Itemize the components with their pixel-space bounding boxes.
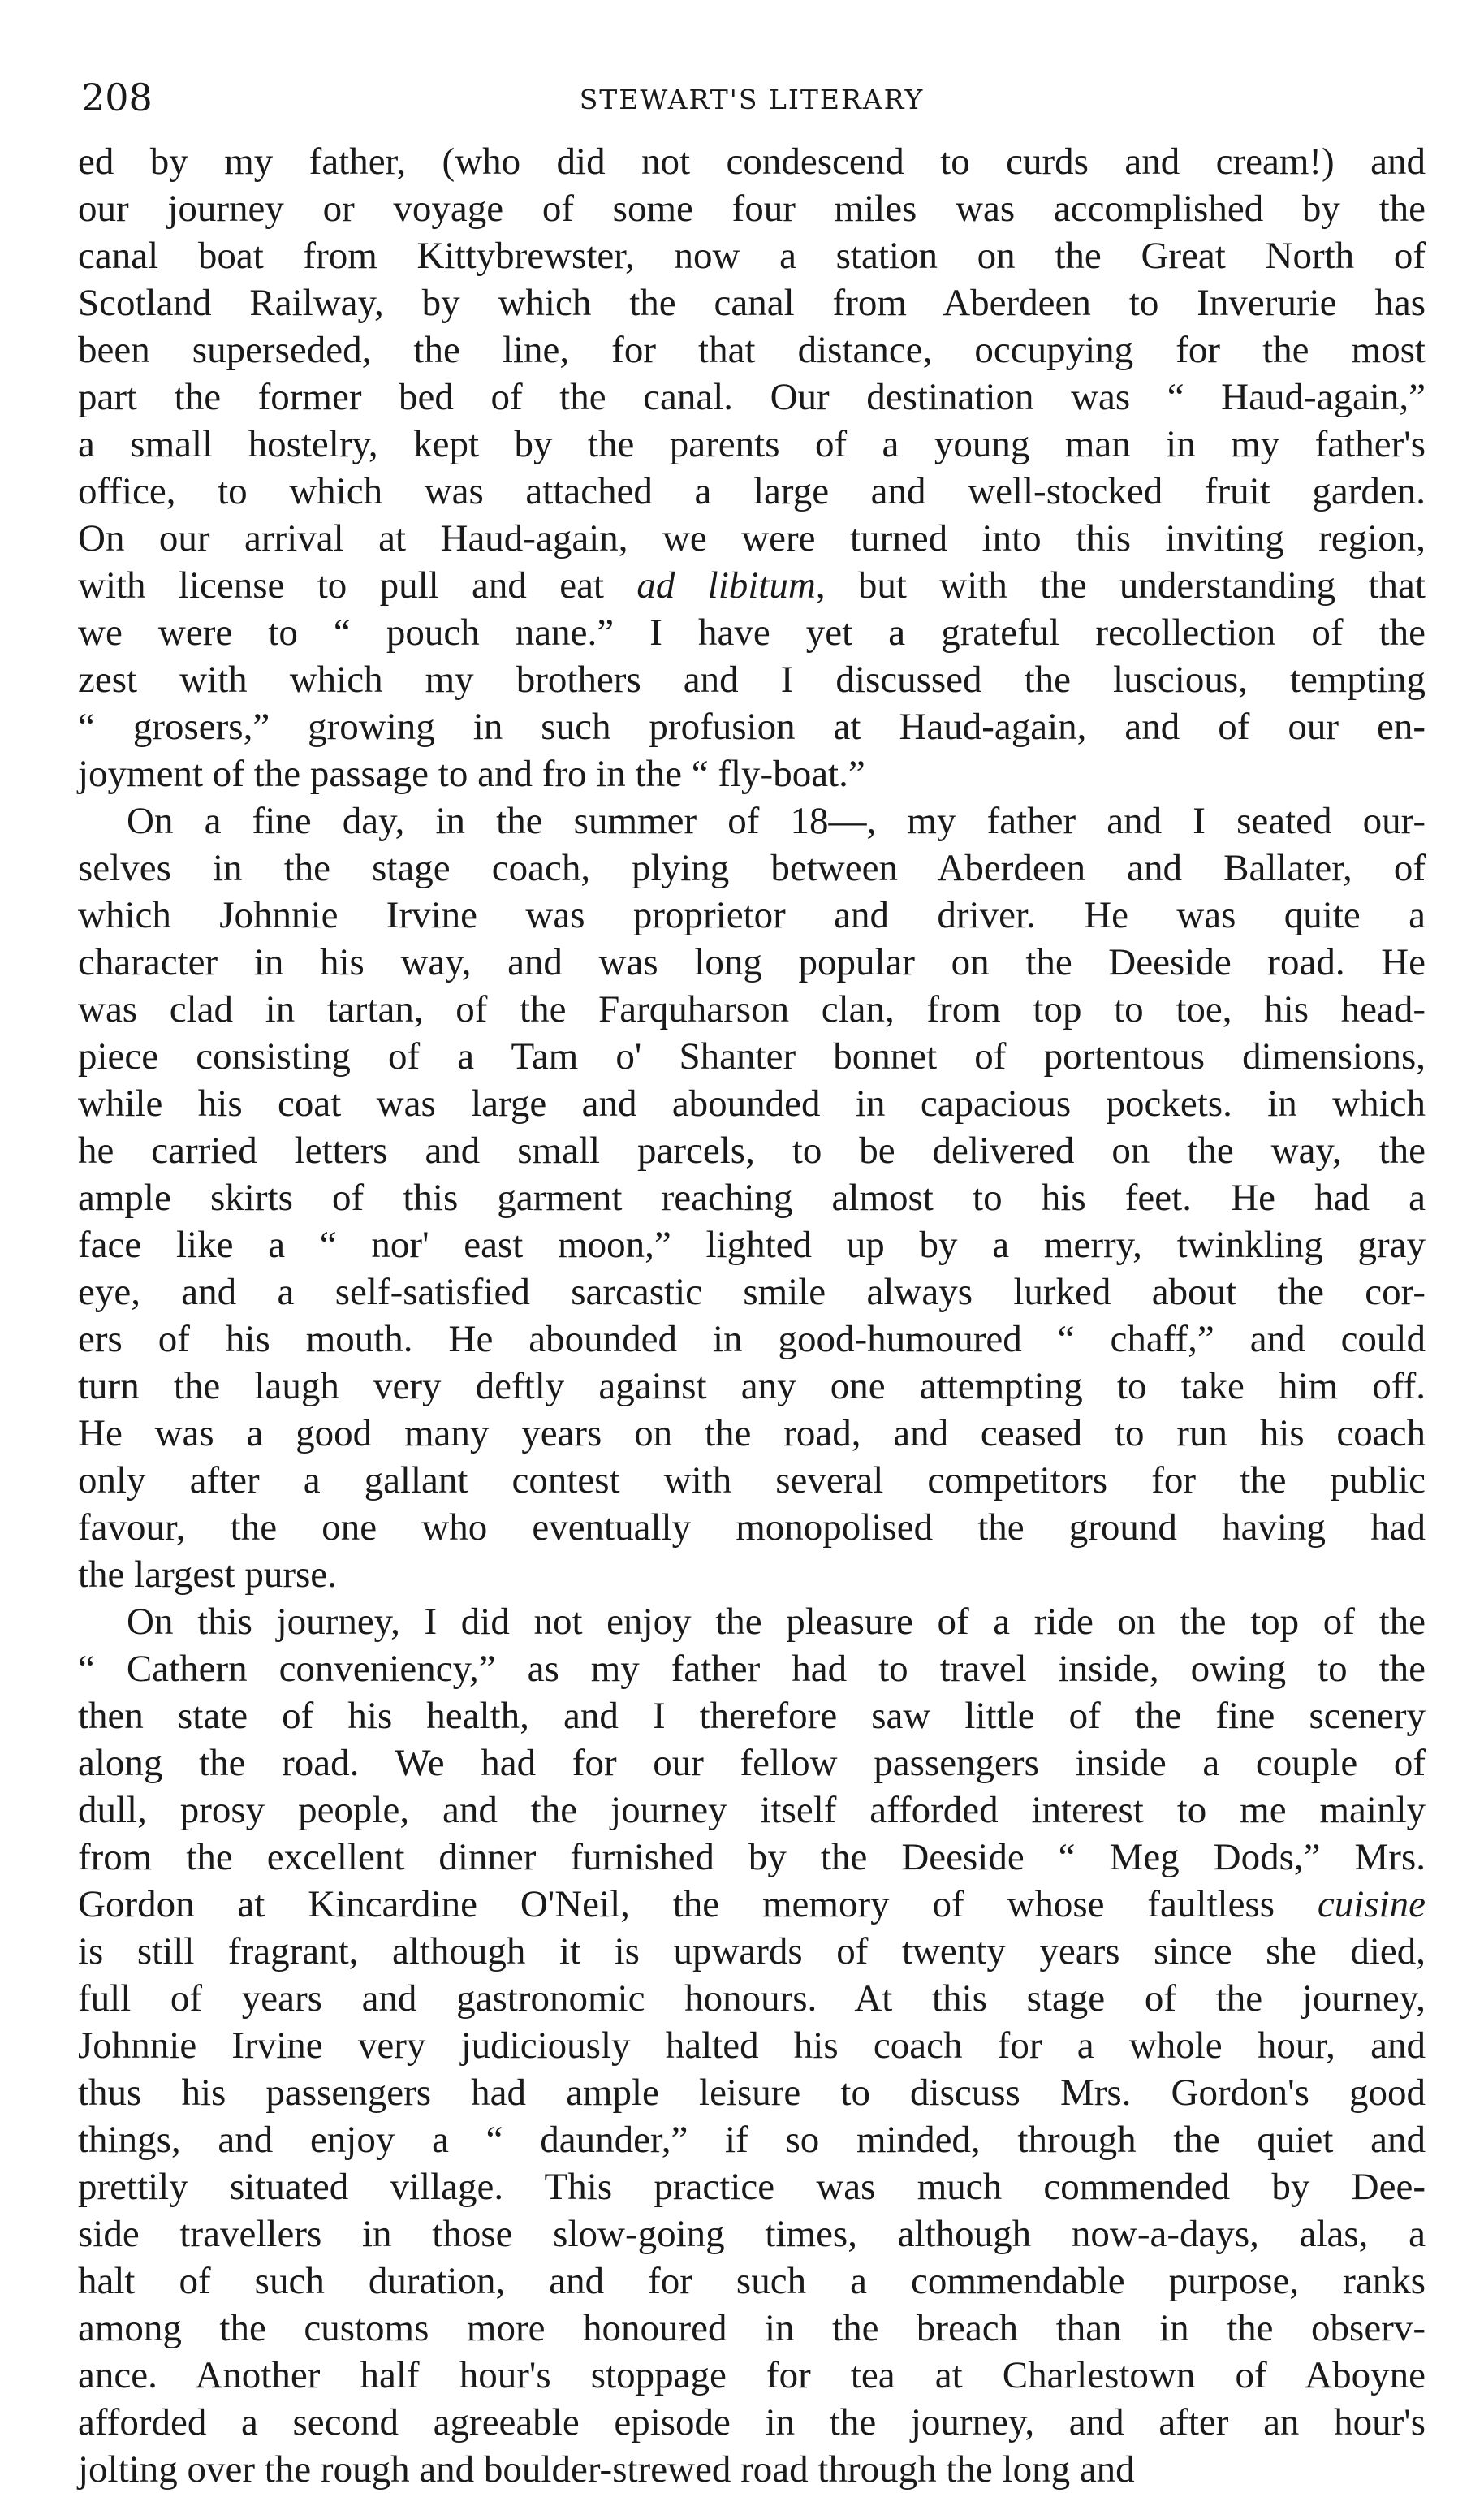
text-line: selves in the stage coach, plying between Aberdeen and Ballater, of xyxy=(78,847,1426,889)
text-line: while his coat was large and abounded in capacious pockets. in which xyxy=(78,1082,1426,1125)
page-number: 208 xyxy=(81,76,153,119)
text-line: Gordon at Kincardine O'Neil, the memory of whose faultless cuisine xyxy=(78,1883,1426,1925)
text-line: among the customs more honoured in the breach than in the observ- xyxy=(78,2307,1426,2349)
text-line: office, to which was attached a large and well-stocked fruit garden. xyxy=(78,470,1426,512)
text-line: eye, and a self-satisfied sarcastic smile always lurked about the cor- xyxy=(78,1271,1426,1313)
text-line: jolting over the rough and boulder-strewed road through the long and xyxy=(78,2448,1135,2491)
text-line: the largest purse. xyxy=(78,1553,337,1596)
text-line: On a fine day, in the summer of 18—, my father and I seated our- xyxy=(127,800,1426,842)
text-line: full of years and gastronomic honours. At this stage of the journey, xyxy=(78,1977,1426,2020)
text-line: He was a good many years on the road, and ceased to run his coach xyxy=(78,1412,1426,1454)
paragraph xyxy=(78,1598,1426,2493)
text-line: ance. Another half hour's stoppage for tea at Charlestown of Aboyne xyxy=(78,2354,1426,2396)
text-line: zest with which my brothers and I discussed the luscious, tempting xyxy=(78,659,1426,701)
text-line: joyment of the passage to and fro in the “ fly-boat.” xyxy=(78,753,865,795)
text-line: ers of his mouth. He abounded in good-humoured “ chaff,” and could xyxy=(78,1318,1426,1360)
text-line: “ grosers,” growing in such profusion at Haud-again, and of our en- xyxy=(78,706,1426,748)
text-line: he carried letters and small parcels, to be delivered on the way, the xyxy=(78,1130,1426,1172)
text-line: canal boat from Kittybrewster, now a station on the Great North of xyxy=(78,235,1426,277)
text-line: side travellers in those slow-going times, although now-a-days, alas, a xyxy=(78,2213,1426,2255)
text-line: piece consisting of a Tam o' Shanter bonnet of portentous dimensions, xyxy=(78,1035,1426,1078)
text-line: favour, the one who eventually monopolised the ground having had xyxy=(78,1506,1426,1549)
text-line: character in his way, and was long popular on the Deeside road. He xyxy=(78,941,1426,983)
text-line: ample skirts of this garment reaching almost to his feet. He had a xyxy=(78,1177,1426,1219)
running-title: STEWART'S LITERARY xyxy=(579,84,925,115)
text-line: with license to pull and eat ad libitum, but with the understanding that xyxy=(78,564,1426,607)
text-line: “ Cathern conveniency,” as my father had to travel inside, owing to the xyxy=(78,1648,1426,1690)
text-line: then state of his health, and I therefore saw little of the fine scenery xyxy=(78,1695,1426,1737)
book-page xyxy=(78,73,1426,2491)
text-line: afforded a second agreeable episode in the journey, and after an hour's xyxy=(78,2401,1426,2443)
text-line: a small hostelry, kept by the parents of a young man in my father's xyxy=(78,423,1426,465)
text-line: our journey or voyage of some four miles was accomplished by the xyxy=(78,188,1426,230)
text-line: is still fragrant, although it is upwards of twenty years since she died, xyxy=(78,1930,1426,1972)
text-line: only after a gallant contest with several competitors for the public xyxy=(78,1459,1426,1501)
text-line: prettily situated village. This practice was much commended by Dee- xyxy=(78,2166,1426,2208)
text-line: from the excellent dinner furnished by the Deeside “ Meg Dods,” Mrs. xyxy=(78,1836,1426,1878)
text-line: dull, prosy people, and the journey itself afforded interest to me mainly xyxy=(78,1789,1426,1831)
text-line: turn the laugh very deftly against any one attempting to take him off. xyxy=(78,1365,1426,1407)
text-line: face like a “ nor' east moon,” lighted up by a merry, twinkling gray xyxy=(78,1224,1426,1266)
text-line: On this journey, I did not enjoy the pleasure of a ride on the top of the xyxy=(127,1601,1426,1643)
text-line: Scotland Railway, by which the canal from Aberdeen to Inverurie has xyxy=(78,282,1426,324)
paragraph xyxy=(78,797,1426,1598)
text-line: along the road. We had for our fellow passengers inside a couple of xyxy=(78,1742,1426,1784)
text-line: Johnnie Irvine very judiciously halted his coach for a whole hour, and xyxy=(78,2024,1426,2067)
text-line: been superseded, the line, for that distance, occupying for the most xyxy=(78,329,1426,371)
text-line: On our arrival at Haud-again, we were turned into this inviting region, xyxy=(78,517,1426,560)
text-line: things, and enjoy a “ daunder,” if so minded, through the quiet and xyxy=(78,2119,1426,2161)
text-line: halt of such duration, and for such a commendable purpose, ranks xyxy=(78,2260,1426,2302)
body-text xyxy=(78,138,1426,2493)
text-line: thus his passengers had ample leisure to discuss Mrs. Gordon's good xyxy=(78,2072,1426,2114)
text-line: was clad in tartan, of the Farquharson clan, from top to toe, his head- xyxy=(78,988,1426,1030)
text-line: ed by my father, (who did not condescend to curds and cream!) and xyxy=(78,140,1426,183)
text-line: we were to “ pouch nane.” I have yet a grateful recollection of the xyxy=(78,611,1426,654)
text-line: which Johnnie Irvine was proprietor and driver. He was quite a xyxy=(78,894,1426,936)
page-header xyxy=(78,73,1426,138)
paragraph xyxy=(78,138,1426,797)
text-line: part the former bed of the canal. Our destination was “ Haud-again,” xyxy=(78,376,1426,418)
